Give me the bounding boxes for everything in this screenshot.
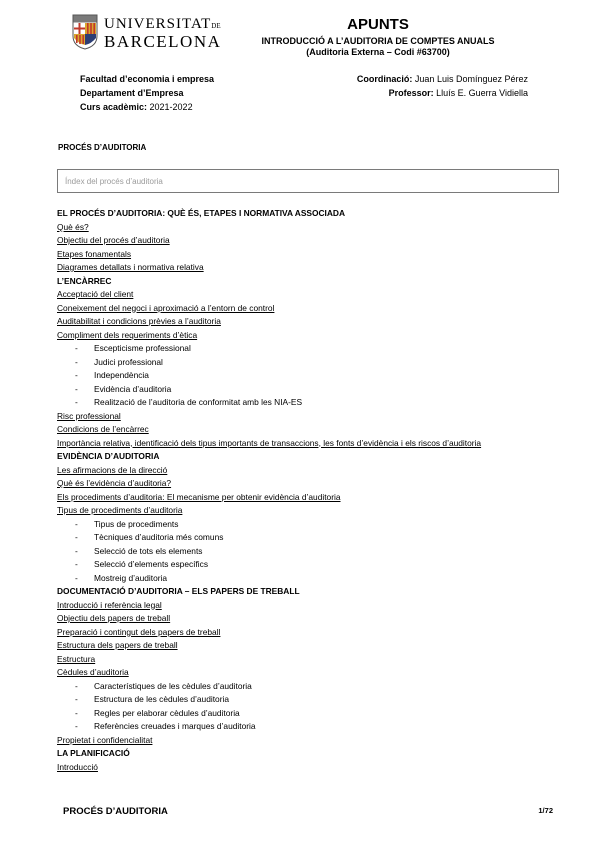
- toc-subitem: - Mostreig d’auditoria: [75, 572, 168, 583]
- toc-subitem: - Regles per elaborar cèdules d’auditoria: [75, 707, 240, 718]
- toc-link[interactable]: Importància relativa, identificació dels tipus importants de transaccions, les fonts d’evidència i els riscos d’auditoria: [57, 437, 482, 448]
- page-number: 1/72: [538, 806, 553, 815]
- footer-title: PROCÉS D’AUDITORIA: [63, 806, 168, 817]
- toc-link[interactable]: Els procediments d’auditoria: El mecanisme per obtenir evidència d’auditoria: [57, 491, 341, 502]
- document-title: APUNTS: [347, 16, 409, 33]
- document-title-block: [250, 16, 506, 57]
- toc-subitem: - Judici professional: [75, 356, 163, 367]
- staff-info: [357, 72, 528, 100]
- university-crest-icon: [72, 14, 98, 50]
- logo-text-line1: UNIVERSITATDE: [104, 16, 221, 32]
- toc-subitem: - Tipus de procediments: [75, 518, 179, 529]
- toc-heading: LA PLANIFICACIÓ: [57, 748, 130, 758]
- toc-link[interactable]: Introducció: [57, 761, 98, 772]
- toc-link[interactable]: Etapes fonamentals: [57, 248, 132, 259]
- toc-heading: L’ENCÀRREC: [57, 275, 112, 286]
- table-of-contents: [57, 207, 562, 774]
- toc-link[interactable]: Cèdules d’auditoria: [57, 667, 129, 677]
- document-subtitle: INTRODUCCIÓ A L’AUDITORIA DE COMPTES ANUALS: [261, 36, 495, 46]
- toc-link[interactable]: Les afirmacions de la direcció: [57, 464, 168, 475]
- toc-subitem: - Referències creuades i marques d’auditoria: [75, 721, 256, 731]
- toc-link[interactable]: Introducció i referència legal: [57, 599, 162, 610]
- toc-link[interactable]: Acceptació del client: [57, 289, 134, 299]
- index-box-label: Índex del procés d’auditoria: [65, 177, 163, 186]
- course-info: [80, 72, 214, 114]
- academic-year: Curs acadèmic: 2021-2022: [80, 102, 193, 112]
- toc-link[interactable]: Què és?: [57, 221, 89, 232]
- toc-subitem: - Estructura de les cèdules d’auditoria: [75, 694, 230, 704]
- toc-link[interactable]: Objectiu dels papers de treball: [57, 613, 171, 623]
- toc-link[interactable]: Estructura: [57, 653, 96, 664]
- toc-link[interactable]: Condicions de l’encàrrec: [57, 424, 149, 434]
- toc-link[interactable]: Estructura dels papers de treball: [57, 640, 178, 650]
- department-name: Departament d’Empresa: [80, 88, 184, 98]
- toc-link[interactable]: Auditabilitat i condicions prèvies a l’auditoria: [57, 316, 221, 326]
- toc-subitem: - Característiques de les cèdules d’auditoria: [75, 680, 252, 691]
- toc-link[interactable]: Propietat i confidencialitat: [57, 734, 153, 745]
- coordinator: Coordinació: Juan Luis Domínguez Pérez: [356, 74, 528, 84]
- toc-link[interactable]: Preparació i contingut dels papers de treball: [57, 626, 221, 637]
- university-logo: [72, 14, 222, 54]
- toc-link[interactable]: Compliment dels requeriments d’ètica: [57, 329, 198, 340]
- toc-link[interactable]: Objectiu del procés d’auditoria: [57, 235, 170, 245]
- index-box: [57, 169, 559, 193]
- toc-subitem: - Independència: [75, 370, 149, 380]
- toc-subitem: - Realització de l’auditoria de conformitat amb les NIA-ES: [75, 397, 303, 407]
- toc-subitem: - Selecció d’elements específics: [75, 559, 209, 569]
- toc-subitem: - Selecció de tots els elements: [75, 545, 203, 556]
- toc-subitem: - Tècniques d’auditoria més comuns: [75, 532, 224, 542]
- professor: Professor: Lluís E. Guerra Vidiella: [388, 88, 528, 98]
- document-subtitle-code: (Auditoria Externa – Codi #63700): [306, 47, 450, 57]
- toc-heading: EVIDÈNCIA D’AUDITORIA: [57, 451, 160, 461]
- toc-link[interactable]: Risc professional: [57, 410, 121, 421]
- toc-heading: EL PROCÉS D’AUDITORIA: QUÈ ÉS, ETAPES I NORMATIVA ASSOCIADA: [57, 208, 346, 218]
- toc-subitem: - Escepticisme professional: [75, 343, 191, 353]
- logo-text-line2: BARCELONA: [104, 32, 222, 51]
- toc-link[interactable]: Tipus de procediments d’auditoria: [57, 505, 183, 515]
- section-title: PROCÉS D’AUDITORIA: [58, 143, 147, 152]
- toc-heading: DOCUMENTACIÓ D’AUDITORIA – ELS PAPERS DE TREBALL: [57, 586, 300, 596]
- toc-link[interactable]: Què és l’evidència d’auditoria?: [57, 478, 172, 488]
- faculty-name: Facultad d’economia i empresa: [80, 74, 215, 84]
- toc-link[interactable]: Diagrames detallats i normativa relativa: [57, 262, 204, 272]
- toc-link[interactable]: Coneixement del negoci i aproximació a l’entorn de control: [57, 302, 275, 313]
- toc-subitem: - Evidència d’auditoria: [75, 383, 172, 394]
